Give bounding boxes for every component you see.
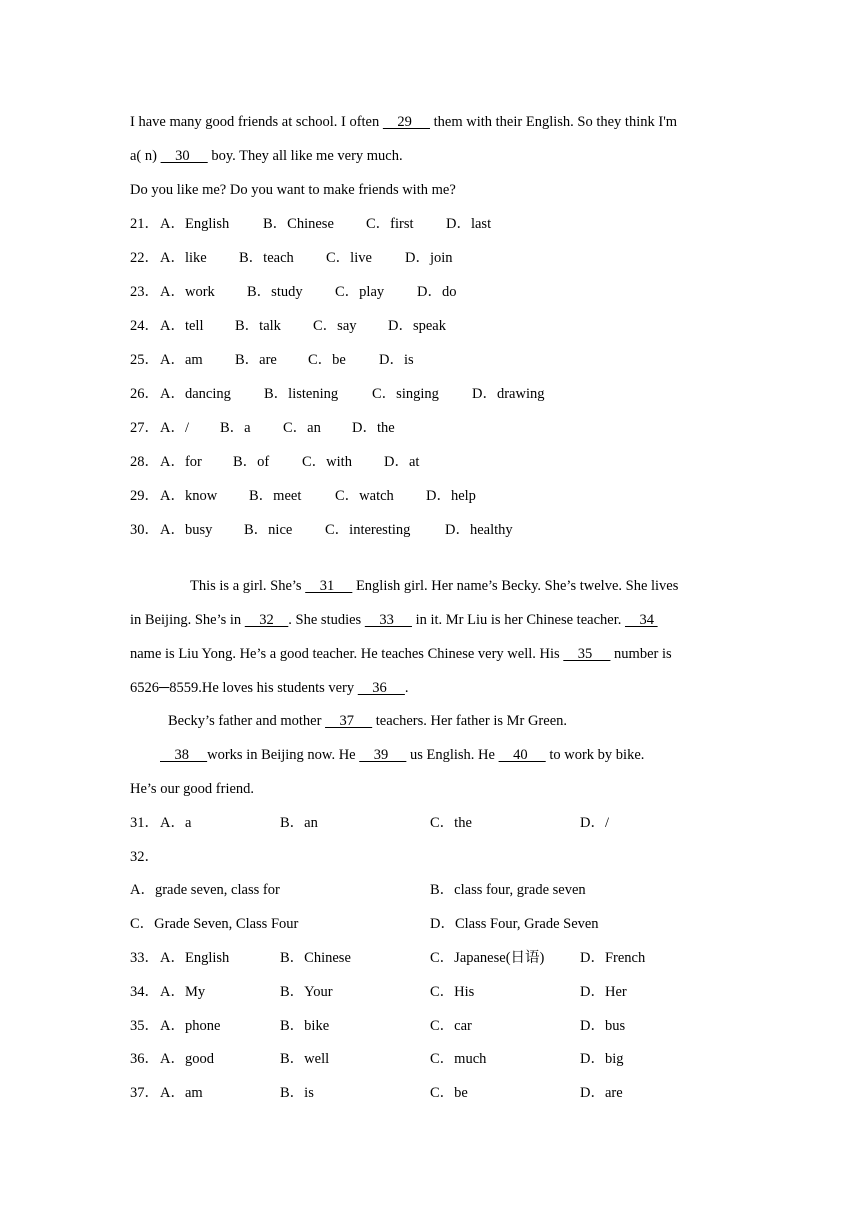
option-b: B．is: [280, 1085, 314, 1101]
passage2-line-1: [190, 576, 678, 596]
option-b: B．an: [280, 815, 318, 831]
passage1-line-1: [130, 112, 677, 132]
question-number: 34．: [130, 984, 159, 1000]
passage2-line-3: [130, 644, 672, 664]
option-c: C．the: [430, 815, 472, 831]
option-d: D．Class Four, Grade Seven: [430, 916, 599, 932]
option-a: A．am: [160, 352, 203, 368]
option-b: B．are: [235, 352, 277, 368]
option-d: D．big: [580, 1051, 624, 1067]
passage1-line-2: [130, 146, 403, 166]
blank-36: 36: [357, 680, 405, 696]
text: .: [404, 680, 409, 696]
question-number: 33．: [130, 950, 159, 966]
question-number: 28．: [130, 454, 159, 470]
text: to work by bike.: [545, 747, 645, 763]
option-d: D．French: [580, 950, 646, 966]
text: a( n): [130, 148, 161, 164]
question-number: 36．: [130, 1051, 159, 1067]
option-d: D．speak: [388, 318, 446, 334]
option-b: B．class four, grade seven: [430, 882, 586, 898]
text: works in Beijing now. He: [207, 747, 360, 763]
option-c: C．play: [335, 284, 385, 300]
option-a: A．good: [160, 1051, 214, 1067]
option-a: A．know: [160, 488, 218, 504]
option-b: B．study: [247, 284, 303, 300]
blank-32: 32: [244, 612, 289, 628]
option-c: C．singing: [372, 386, 439, 402]
question-number: 24．: [130, 318, 159, 334]
option-c: C．much: [430, 1051, 487, 1067]
option-c: C．an: [283, 420, 321, 436]
option-c: C．live: [326, 250, 372, 266]
option-a: A．for: [160, 454, 202, 470]
question-number: 31．: [130, 815, 159, 831]
option-b: B．nice: [244, 522, 293, 538]
question-number: 35．: [130, 1018, 159, 1034]
option-c: C．be: [308, 352, 346, 368]
passage2-line-4: [130, 678, 409, 698]
option-a: A．a: [160, 815, 192, 831]
blank-35: 35: [563, 646, 611, 662]
option-b: B．Chinese: [280, 950, 351, 966]
option-b: B．listening: [264, 386, 339, 402]
question-33: [130, 948, 646, 968]
text: name is Liu Yong. He’s a good teacher. He teaches Chinese very well. His: [130, 646, 564, 662]
question-number: 27．: [130, 420, 159, 436]
option-d: D．last: [446, 216, 492, 232]
passage2-line-7: He’s our good friend.: [130, 781, 255, 797]
option-b: B．bike: [280, 1018, 330, 1034]
option-d: D．healthy: [445, 522, 513, 538]
option-b: B．of: [233, 454, 270, 470]
text: English girl. Her name’s Becky. She’s twelve. She lives: [352, 578, 679, 594]
blank-40: 40: [498, 747, 546, 763]
option-d: D．Her: [580, 984, 627, 1000]
question-37: [130, 1083, 623, 1103]
text: I have many good friends at school. I often: [130, 114, 383, 130]
option-a: A．like: [160, 250, 207, 266]
blank-37: 37: [325, 713, 373, 729]
option-c: C．watch: [335, 488, 394, 504]
option-c: C．His: [430, 984, 475, 1000]
question-25: [130, 350, 414, 370]
text: number is: [610, 646, 672, 662]
question-27: [130, 418, 395, 438]
question-32-row-1: [130, 880, 586, 900]
option-c: C．with: [302, 454, 352, 470]
option-c: C．car: [430, 1018, 472, 1034]
question-number: 25．: [130, 352, 159, 368]
text: boy. They all like me very much.: [207, 148, 403, 164]
question-number: 21．: [130, 216, 159, 232]
option-d: D．do: [417, 284, 457, 300]
blank-33: 33: [364, 612, 412, 628]
question-32: 32．: [130, 849, 159, 865]
text: 6526─8559.He loves his students very: [130, 680, 358, 696]
question-34: [130, 982, 627, 1002]
option-a: A．My: [160, 984, 206, 1000]
option-c: C．Japanese(日语): [430, 950, 545, 966]
question-35: [130, 1016, 626, 1036]
text: us English. He: [406, 747, 499, 763]
text: in Beijing. She’s in: [130, 612, 245, 628]
option-b: B．well: [280, 1051, 330, 1067]
question-36: [130, 1049, 624, 1069]
option-c: C．be: [430, 1085, 468, 1101]
question-31: [130, 813, 609, 833]
option-a: A．English: [160, 216, 230, 232]
question-22: [130, 248, 453, 268]
option-d: D．drawing: [472, 386, 545, 402]
option-d: D．help: [426, 488, 476, 504]
option-b: B．teach: [239, 250, 294, 266]
blank-30: 30: [160, 148, 208, 164]
passage1-line-3: Do you like me? Do you want to make friends with me?: [130, 182, 456, 198]
question-number: 29．: [130, 488, 159, 504]
option-b: B．a: [220, 420, 251, 436]
question-number: 37．: [130, 1085, 159, 1101]
question-28: [130, 452, 420, 472]
option-a: A．tell: [160, 318, 204, 334]
question-number: 23．: [130, 284, 159, 300]
option-d: D．/: [580, 815, 609, 831]
question-26: [130, 384, 545, 404]
text: teachers. Her father is Mr Green.: [372, 713, 568, 729]
option-a: A．phone: [160, 1018, 221, 1034]
passage2-line-2: [130, 610, 658, 630]
question-29: [130, 486, 476, 506]
option-d: D．is: [379, 352, 414, 368]
option-a: A．dancing: [160, 386, 231, 402]
option-b: B．Your: [280, 984, 333, 1000]
option-b: B．Chinese: [263, 216, 334, 232]
option-a: A．work: [160, 284, 215, 300]
option-c: C．interesting: [325, 522, 411, 538]
text: . She studies: [288, 612, 365, 628]
question-21: [130, 214, 492, 234]
question-32-row-2: [130, 914, 599, 934]
question-30: [130, 520, 513, 540]
blank-29: 29: [382, 114, 430, 130]
text: This is a girl. She’s: [190, 578, 306, 594]
blank-38: 38: [160, 747, 208, 763]
option-d: D．bus: [580, 1018, 626, 1034]
question-24: [130, 316, 446, 336]
option-d: D．join: [405, 250, 453, 266]
option-d: D．are: [580, 1085, 623, 1101]
question-number: 26．: [130, 386, 159, 402]
question-number: 30．: [130, 522, 159, 538]
option-a: A．/: [160, 420, 189, 436]
question-23: [130, 282, 457, 302]
option-a: A．grade seven, class for: [130, 882, 280, 898]
option-a: A．busy: [160, 522, 213, 538]
option-c: C．Grade Seven, Class Four: [130, 916, 299, 932]
text: them with their English. So they think I'm: [430, 114, 678, 130]
blank-34: 34: [624, 612, 658, 628]
question-number: 22．: [130, 250, 159, 266]
blank-39: 39: [359, 747, 407, 763]
option-a: A．English: [160, 950, 230, 966]
option-d: D．the: [352, 420, 395, 436]
option-d: D．at: [384, 454, 420, 470]
text: Becky’s father and mother: [168, 713, 326, 729]
option-b: B．meet: [249, 488, 302, 504]
blank-31: 31: [305, 578, 353, 594]
option-a: A．am: [160, 1085, 203, 1101]
option-c: C．say: [313, 318, 357, 334]
passage2-line-5: [168, 711, 567, 731]
option-c: C．first: [366, 216, 414, 232]
option-b: B．talk: [235, 318, 281, 334]
text: in it. Mr Liu is her Chinese teacher.: [411, 612, 625, 628]
passage2-line-6: [160, 745, 644, 765]
